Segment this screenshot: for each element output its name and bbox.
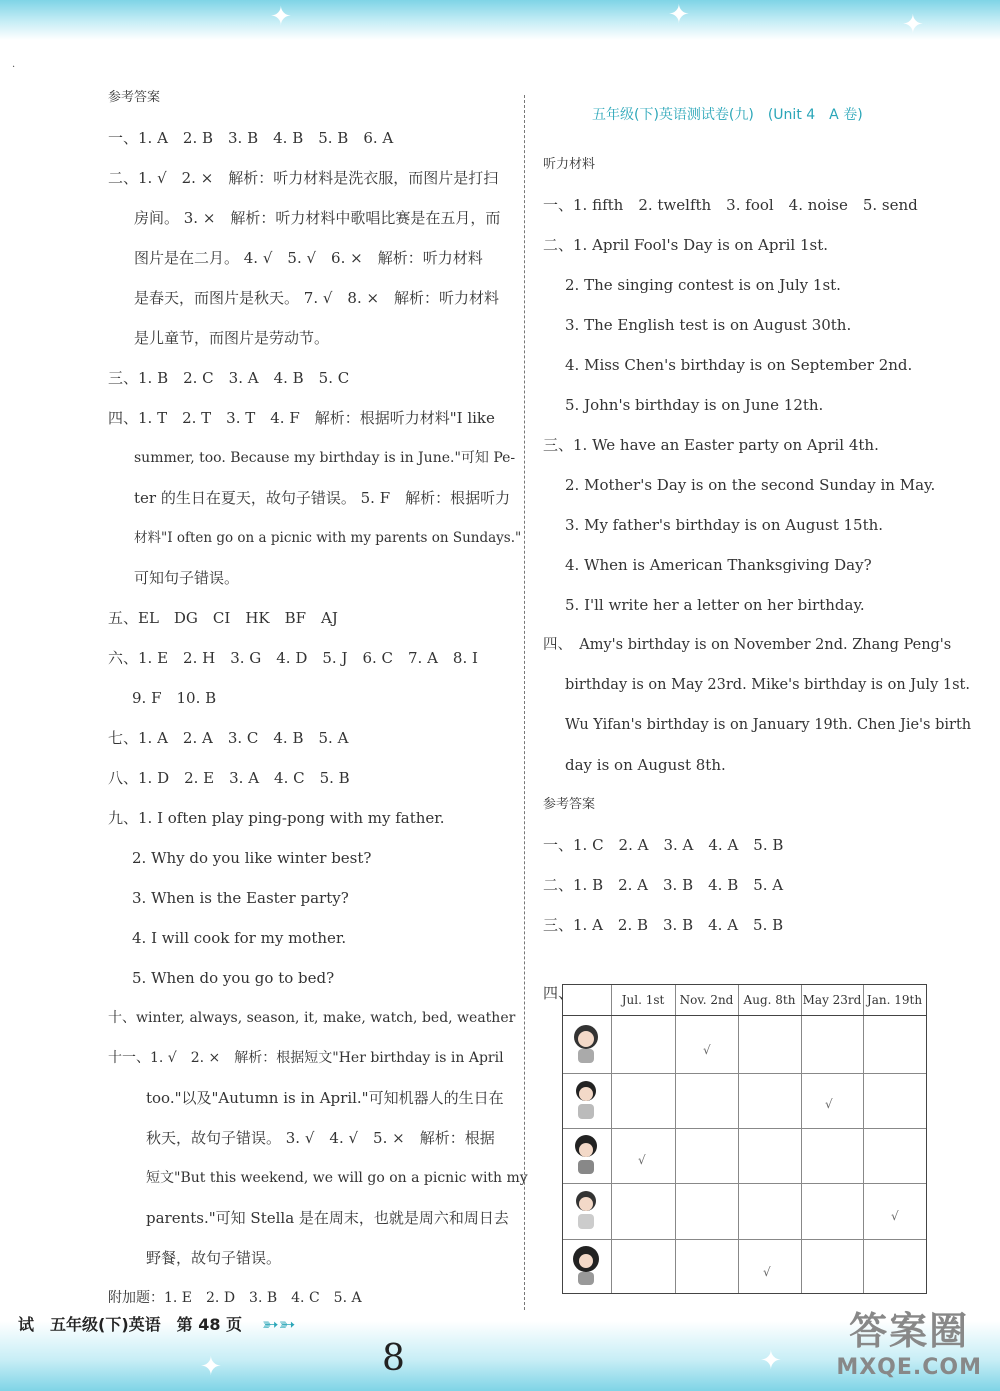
answer-line: ter 的生日在夏天，故句子错误。 5. F 解析：根据听力 (134, 489, 511, 507)
table-corner (563, 985, 611, 1016)
answer-line: 三、1. We have an Easter party on April 4th. (543, 436, 879, 454)
answer-line: 图片是在二月。 4. √ 5. √ 6. × 解析：听力材料 (134, 249, 483, 267)
tick-mark: √ (891, 1209, 899, 1223)
sparkle-icon: ✦ (200, 1352, 222, 1382)
girl-avatar-icon (569, 1243, 603, 1287)
test-title: 五年级(下)英语测试卷(九) (Unit 4 A 卷) (592, 107, 863, 123)
table-header: Nov. 2nd (675, 985, 738, 1016)
grid-line (563, 1073, 926, 1074)
answer-line: 十一、1. √ 2. × 解析：根据短文"Her birthday is in April (108, 1050, 504, 1066)
answer-line: 二、1. B 2. A 3. B 4. B 5. A (543, 876, 784, 894)
answer-line: 可知句子错误。 (134, 569, 240, 587)
answer-line: 七、1. A 2. A 3. C 4. B 5. A (108, 729, 349, 747)
answer-line: 3. My father's birthday is on August 15th. (565, 516, 884, 534)
answer-line: 五、EL DG CI HK BF AJ (108, 609, 338, 627)
section-heading: 参考答案 (543, 797, 596, 812)
tick-mark: √ (763, 1265, 771, 1279)
answer-line: 4. I will cook for my mother. (132, 929, 347, 947)
girl-avatar-icon (569, 1187, 603, 1231)
grid-line (801, 985, 802, 1293)
answer-line: 2. Why do you like winter best? (132, 849, 372, 867)
table-header: Jan. 19th (863, 985, 926, 1016)
sparkle-icon: ✦ (902, 10, 924, 40)
boy-avatar-icon (569, 1077, 603, 1121)
speck: · (12, 62, 16, 73)
answer-line: 3. The English test is on August 30th. (565, 316, 852, 334)
answer-line: 三、1. B 2. C 3. A 4. B 5. C (108, 369, 350, 387)
answer-line: 2. The singing contest is on July 1st. (565, 276, 841, 294)
answer-line: day is on August 8th. (565, 756, 726, 774)
answer-line: 八、1. D 2. E 3. A 4. C 5. B (108, 769, 350, 787)
table-header: May 23rd (801, 985, 863, 1016)
tick-mark: √ (703, 1043, 711, 1057)
answer-line: 是儿童节，而图片是劳动节。 (134, 329, 330, 347)
top-decorative-band (0, 0, 1000, 40)
boy-avatar-icon (569, 1132, 603, 1176)
answer-line: 一、1. C 2. A 3. A 4. A 5. B (543, 836, 784, 854)
answer-line: 4. When is American Thanksgiving Day? (565, 556, 872, 574)
answer-line: 附加题：1. E 2. D 3. B 4. C 5. A (108, 1290, 362, 1306)
answer-line: Wu Yifan's birthday is on January 19th. Chen Jie's birth (565, 717, 972, 733)
table-label: 四、 (543, 984, 574, 1002)
table-header: Jul. 1st (611, 985, 675, 1016)
answer-line: 房间。 3. × 解析：听力材料中歌唱比赛是在五月，而 (134, 209, 501, 227)
sparkle-icon: ✦ (270, 2, 292, 32)
column-divider (524, 95, 525, 1310)
right-answer-column (543, 145, 973, 945)
answer-line: 三、1. A 2. B 3. B 4. A 5. B (543, 916, 784, 934)
answer-line: summer, too. Because my birthday is in June."可知 Pe- (134, 450, 516, 466)
answer-line: 十、winter, always, season, it, make, watch, bed, weather (108, 1010, 516, 1026)
answer-line: 四、1. T 2. T 3. T 4. F 解析：根据听力材料"I like (108, 409, 495, 427)
answer-line: 一、1. A 2. B 3. B 4. B 5. B 6. A (108, 129, 394, 147)
answer-line: 2. Mother's Day is on the second Sunday in May. (565, 476, 936, 494)
grid-line (611, 985, 612, 1293)
tick-mark: √ (825, 1097, 833, 1111)
section-heading: 听力材料 (543, 157, 596, 172)
answer-line: 二、1. √ 2. × 解析：听力材料是洗衣服，而图片是打扫 (108, 169, 499, 187)
sparkle-icon: ✦ (760, 1346, 782, 1376)
page-footer: 试 五年级(下)英语 第 48 页 (18, 1315, 243, 1334)
grid-line (863, 985, 864, 1293)
answer-line: 一、1. fifth 2. twelfth 3. fool 4. noise 5. send (543, 196, 918, 214)
answer-line: 3. When is the Easter party? (132, 889, 349, 907)
grid-line (563, 1128, 926, 1129)
answer-line: 5. John's birthday is on June 12th. (565, 396, 824, 414)
watermark-url: MXQE.COM (836, 1355, 982, 1380)
answer-line: 六、1. E 2. H 3. G 4. D 5. J 6. C 7. A 8. I (108, 649, 478, 667)
answer-line: 5. When do you go to bed? (132, 969, 335, 987)
answer-line: too."以及"Autumn is in April."可知机器人的生日在 (146, 1089, 504, 1107)
answer-line: 野餐，故句子错误。 (146, 1249, 282, 1267)
answer-line: 二、1. April Fool's Day is on April 1st. (543, 236, 829, 254)
sparkle-icon: ✦ (668, 0, 690, 30)
watermark-logo-text: 答案圈 (849, 1309, 970, 1353)
grid-line (563, 1183, 926, 1184)
grid-line (563, 1239, 926, 1240)
watermark (836, 1300, 982, 1380)
answer-line: 九、1. I often play ping-pong with my father. (108, 809, 445, 827)
answer-line: 5. I'll write her a letter on her birthday. (565, 596, 865, 614)
answer-line: 秋天，故句子错误。 3. √ 4. √ 5. × 解析：根据 (146, 1129, 495, 1147)
answer-line: birthday is on May 23rd. Mike's birthday is on July 1st. (565, 677, 970, 693)
answer-line: 4. Miss Chen's birthday is on September 2nd. (565, 356, 913, 374)
answer-line: parents."可知 Stella 是在周末，也就是周六和周日去 (146, 1209, 509, 1227)
answer-line: 9. F 10. B (132, 689, 217, 707)
answer-line: 材料"I often go on a picnic with my parents on Sundays." (134, 530, 522, 546)
grid-line (675, 985, 676, 1293)
girl-avatar-icon (569, 1021, 603, 1065)
grid-line (738, 985, 739, 1293)
birthday-table (562, 984, 927, 1294)
answer-line: 四、 Amy's birthday is on November 2nd. Zhang Peng's (543, 637, 952, 653)
handwritten-number: 8 (382, 1338, 405, 1379)
answer-line: 是春天，而图片是秋天。 7. √ 8. × 解析：听力材料 (134, 289, 500, 307)
table-header: Aug. 8th (738, 985, 801, 1016)
arrows-icon: ➳➳ (262, 1312, 296, 1336)
answer-line: 短文"But this weekend, we will go on a picnic with my (146, 1170, 528, 1186)
answer-line: 参考答案 (108, 90, 161, 105)
left-answer-column (108, 78, 528, 1318)
tick-mark: √ (638, 1153, 646, 1167)
